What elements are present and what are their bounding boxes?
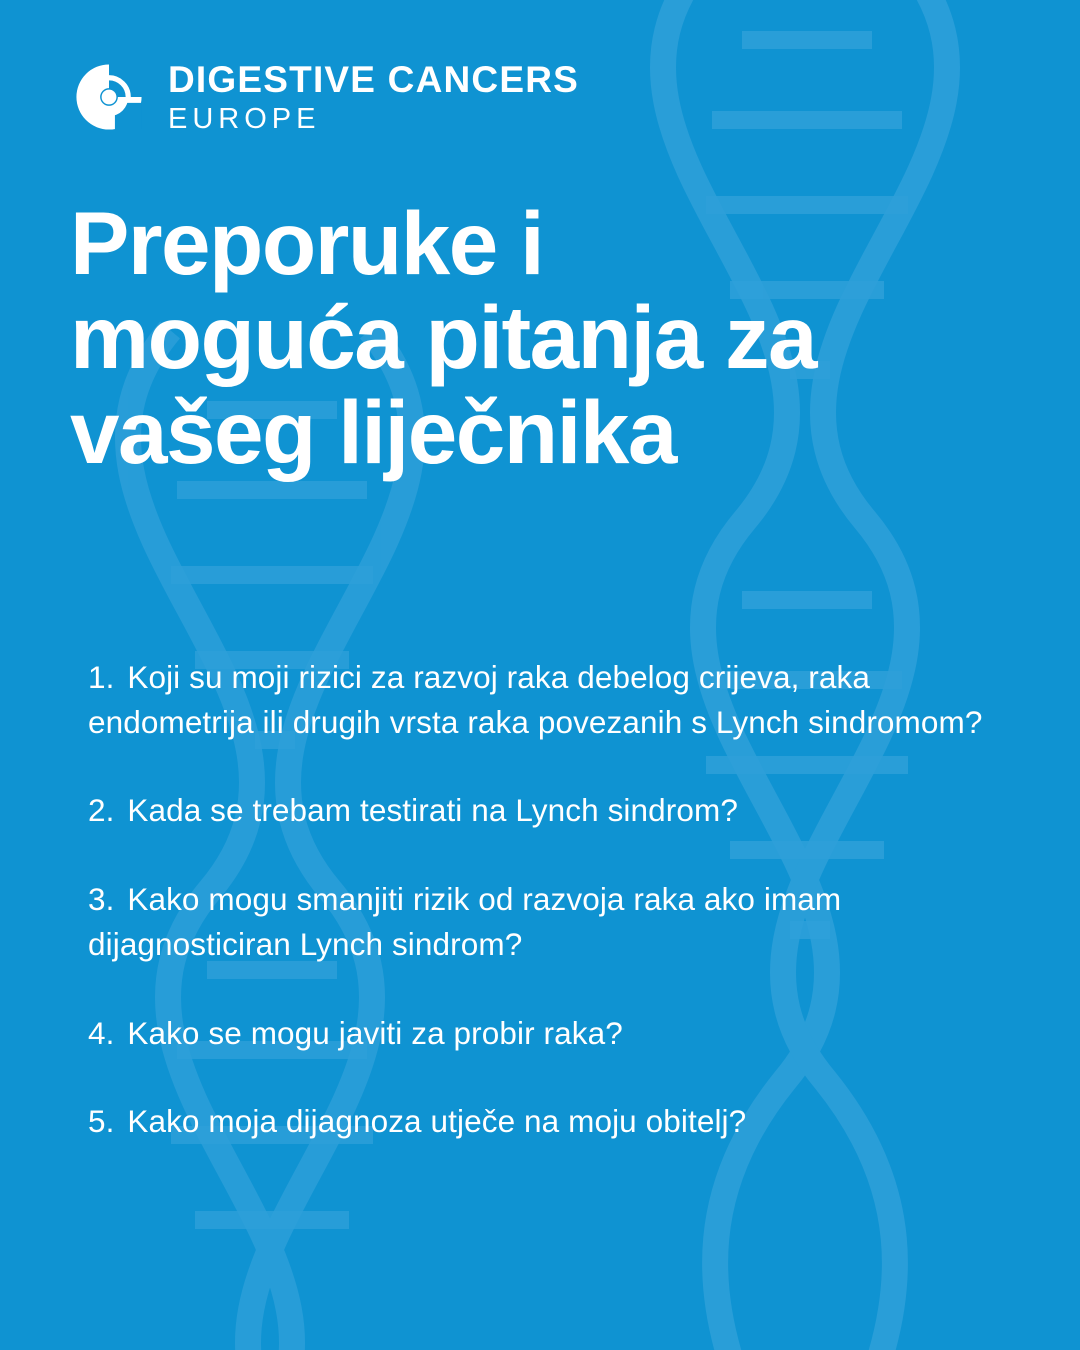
brand-header: [72, 60, 579, 134]
list-item: [88, 655, 988, 744]
circular-c-logo-icon: [72, 60, 146, 134]
list-item: [88, 788, 988, 833]
list-item: [88, 877, 988, 966]
page-title: [70, 193, 1030, 482]
list-item: [88, 1099, 988, 1144]
question-number: 3.: [88, 881, 115, 918]
org-region: EUROPE: [168, 102, 321, 135]
question-number: 4.: [88, 1014, 115, 1051]
question-text: Koji su moji rizici za razvoj raka debelog crijeva, raka endometrija ili drugih vrsta raka povezanih s Lynch sindromom?: [88, 659, 983, 740]
question-text: Kako se mogu javiti za probir raka?: [127, 1014, 623, 1051]
question-text: Kada se trebam testirati na Lynch sindrom?: [127, 792, 738, 829]
question-number: 1.: [88, 659, 115, 695]
question-number: 2.: [88, 792, 115, 829]
page-title-line-2: moguća pitanja za: [70, 287, 816, 388]
page-title-line-3: vašeg liječnika: [70, 381, 676, 482]
questions-list: [88, 655, 988, 1144]
list-item: [88, 1011, 988, 1056]
page-title-line-1: Preporuke i: [70, 193, 544, 293]
question-number: 5.: [88, 1103, 115, 1140]
question-text: Kako moja dijagnoza utječe na moju obitelj?: [127, 1103, 747, 1140]
org-name: DIGESTIVE CANCERS: [168, 58, 580, 100]
question-text: Kako mogu smanjiti rizik od razvoja raka ako imam dijagnosticiran Lynch sindrom?: [88, 881, 842, 962]
